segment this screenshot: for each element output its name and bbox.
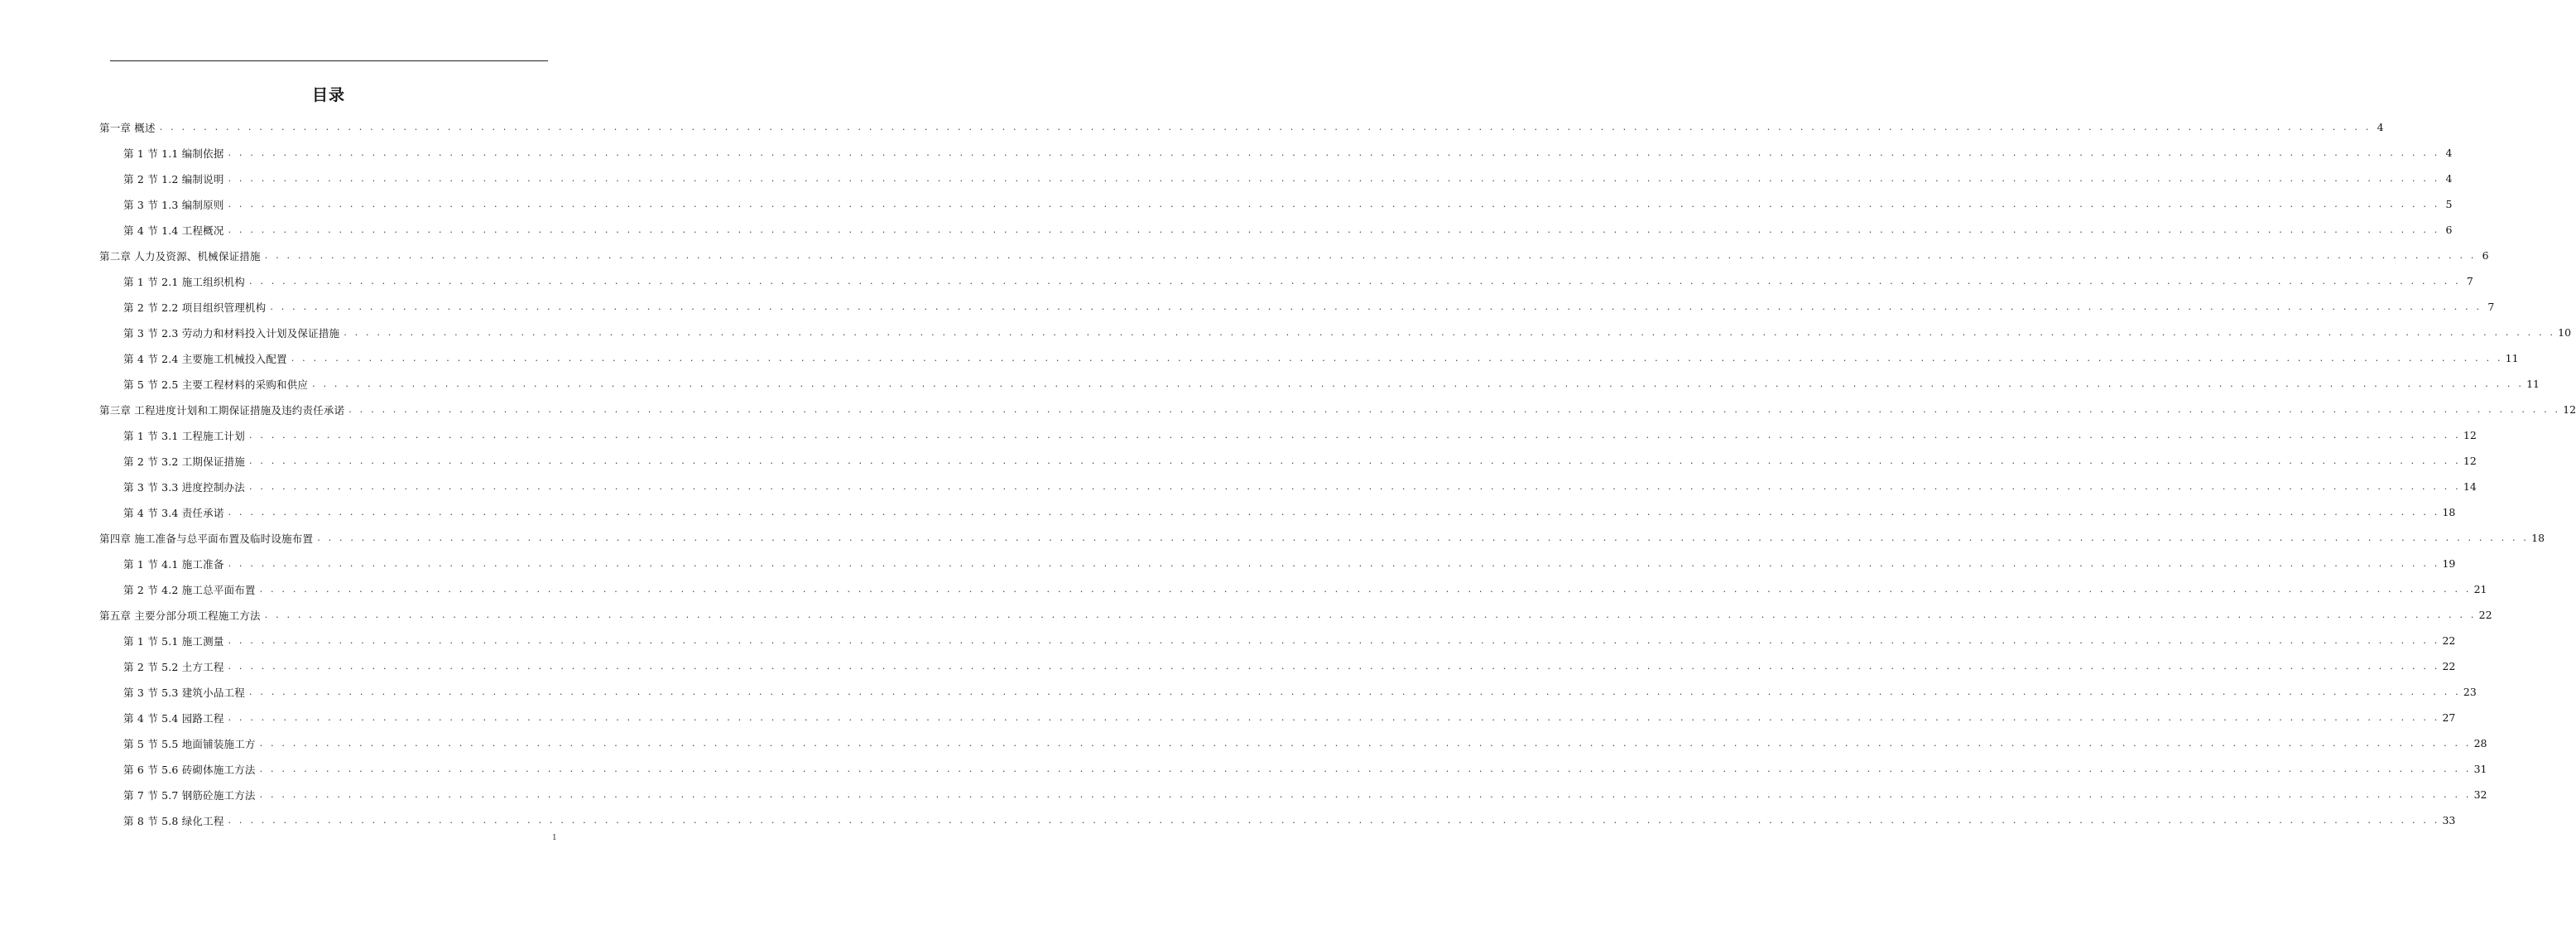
toc-dot-leader: . . . . . . . . . . . . . . . . . . . . . . . . . . . . . . . . . . . . . . . . . . . . . . . . . . . . . . . . . . . . . . . . . . . . . . . . . . . . . . . . . . . . . . . . . . . . . . . . . . . . . . . . . . . . . . . . . . . . . . . . . . . . . . . . . . . . . . . . . . . . . . . . . . . . . . . . . . . . . . . . . . . . . . . . . . . . . . . . . . . . . . . . . . . . . . . . . . . . . . . . [228,199,2440,210]
toc-entry-page-number: 27 [2442,711,2456,724]
toc-entry-title: 第 3 节 3.3 进度控制办法 [123,480,245,494]
toc-entry-title: 第 4 节 5.4 园路工程 [123,711,224,725]
toc-entry-page-number: 14 [2463,480,2477,493]
toc-entry-title: 第 3 节 1.3 编制原则 [123,198,224,211]
toc-section-entry[interactable] [0,807,2456,833]
toc-section-entry[interactable] [0,730,2487,756]
toc-section-entry[interactable] [0,653,2456,679]
toc-dot-leader: . . . . . . . . . . . . . . . . . . . . . . . . . . . . . . . . . . . . . . . . . . . . . . . . . . . . . . . . . . . . . . . . . . . . . . . . . . . . . . . . . . . . . . . . . . . . . . . . . . . . . . . . . . . . . . . . . . . . . . . . . . . . . . . . . . . . . . . . . . . . . . . . . . . . . . . . . . . . . . . . . . . . . . . . . . . . . . . . . . . . . . . . . . . . . . . . . . . . . . . . [348,404,2561,415]
toc-dot-leader: . . . . . . . . . . . . . . . . . . . . . . . . . . . . . . . . . . . . . . . . . . . . . . . . . . . . . . . . . . . . . . . . . . . . . . . . . . . . . . . . . . . . . . . . . . . . . . . . . . . . . . . . . . . . . . . . . . . . . . . . . . . . . . . . . . . . . . . . . . . . . . . . . . . . . . . . . . . . . . . . . . . . . . . . . . . . . . . . . . . . . . . . . . . . . . . . . . . . . . . . [291,353,2503,364]
toc-entry-title: 第 4 节 1.4 工程概况 [123,224,224,237]
header-rule [110,60,548,61]
toc-entry-title: 第五章 主要分部分项工程施工方法 [99,609,261,622]
toc-section-entry[interactable] [0,474,2477,499]
toc-section-entry[interactable] [0,705,2456,730]
toc-section-entry[interactable] [0,371,2540,397]
toc-entry-page-number: 7 [2487,301,2495,313]
toc-dot-leader: . . . . . . . . . . . . . . . . . . . . . . . . . . . . . . . . . . . . . . . . . . . . . . . . . . . . . . . . . . . . . . . . . . . . . . . . . . . . . . . . . . . . . . . . . . . . . . . . . . . . . . . . . . . . . . . . . . . . . . . . . . . . . . . . . . . . . . . . . . . . . . . . . . . . . . . . . . . . . . . . . . . . . . . . . . . . . . . . . . . . . . . . . . . . . . . . . . . . . . . . [248,481,2461,492]
toc-chapter-entry[interactable] [0,602,2492,628]
toc-entry-title: 第 8 节 5.8 绿化工程 [123,814,224,827]
toc-dot-leader: . . . . . . . . . . . . . . . . . . . . . . . . . . . . . . . . . . . . . . . . . . . . . . . . . . . . . . . . . . . . . . . . . . . . . . . . . . . . . . . . . . . . . . . . . . . . . . . . . . . . . . . . . . . . . . . . . . . . . . . . . . . . . . . . . . . . . . . . . . . . . . . . . . . . . . . . . . . . . . . . . . . . . . . . . . . . . . . . . . . . . . . . . . . . . . . . . . . . . . . . [264,610,2477,620]
toc-entry-page-number: 28 [2473,737,2487,749]
toc-entry-page-number: 6 [2482,249,2489,262]
toc-entry-page-number: 18 [2442,506,2456,518]
toc-entry-page-number: 22 [2478,609,2492,621]
page-number: 1 [552,834,557,842]
toc-dot-leader: . . . . . . . . . . . . . . . . . . . . . . . . . . . . . . . . . . . . . . . . . . . . . . . . . . . . . . . . . . . . . . . . . . . . . . . . . . . . . . . . . . . . . . . . . . . . . . . . . . . . . . . . . . . . . . . . . . . . . . . . . . . . . . . . . . . . . . . . . . . . . . . . . . . . . . . . . . . . . . . . . . . . . . . . . . . . . . . . . . . . . . . . . . . . . . . . . . . . . . . . [228,661,2440,672]
toc-entry-title: 第二章 人力及资源、机械保证措施 [99,249,261,263]
toc-section-entry[interactable] [0,294,2495,320]
toc-section-entry[interactable] [0,217,2453,243]
toc-dot-leader: . . . . . . . . . . . . . . . . . . . . . . . . . . . . . . . . . . . . . . . . . . . . . . . . . . . . . . . . . . . . . . . . . . . . . . . . . . . . . . . . . . . . . . . . . . . . . . . . . . . . . . . . . . . . . . . . . . . . . . . . . . . . . . . . . . . . . . . . . . . . . . . . . . . . . . . . . . . . . . . . . . . . . . . . . . . . . . . . . . . . . . . . . . . . . . . . . . . . . . . . [312,378,2525,389]
toc-entry-page-number: 4 [2445,172,2453,185]
toc-entry-title: 第四章 施工准备与总平面布置及临时设施布置 [99,532,314,545]
toc-entry-title: 第 2 节 1.2 编制说明 [123,172,224,186]
toc-entry-title: 第 1 节 4.1 施工准备 [123,557,224,571]
toc-chapter-entry[interactable] [0,525,2545,551]
toc-entry-title: 第 3 节 5.3 建筑小品工程 [123,686,245,699]
toc-entry-page-number: 11 [2505,352,2519,364]
toc-entry-page-number: 18 [2531,532,2545,544]
toc-dot-leader: . . . . . . . . . . . . . . . . . . . . . . . . . . . . . . . . . . . . . . . . . . . . . . . . . . . . . . . . . . . . . . . . . . . . . . . . . . . . . . . . . . . . . . . . . . . . . . . . . . . . . . . . . . . . . . . . . . . . . . . . . . . . . . . . . . . . . . . . . . . . . . . . . . . . . . . . . . . . . . . . . . . . . . . . . . . . . . . . . . . . . . . . . . . . . . . . . . . . . . . . [259,738,2472,749]
toc-entry-page-number: 31 [2473,763,2487,775]
toc-dot-leader: . . . . . . . . . . . . . . . . . . . . . . . . . . . . . . . . . . . . . . . . . . . . . . . . . . . . . . . . . . . . . . . . . . . . . . . . . . . . . . . . . . . . . . . . . . . . . . . . . . . . . . . . . . . . . . . . . . . . . . . . . . . . . . . . . . . . . . . . . . . . . . . . . . . . . . . . . . . . . . . . . . . . . . . . . . . . . . . . . . . . . . . . . . . . . . . . . . . . . . . . [228,173,2440,184]
toc-entry-title: 第 1 节 3.1 工程施工计划 [123,429,245,442]
toc-dot-leader: . . . . . . . . . . . . . . . . . . . . . . . . . . . . . . . . . . . . . . . . . . . . . . . . . . . . . . . . . . . . . . . . . . . . . . . . . . . . . . . . . . . . . . . . . . . . . . . . . . . . . . . . . . . . . . . . . . . . . . . . . . . . . . . . . . . . . . . . . . . . . . . . . . . . . . . . . . . . . . . . . . . . . . . . . . . . . . . . . . . . . . . . . . . . . . . . . . . . . . . . [228,558,2440,569]
toc-dot-leader: . . . . . . . . . . . . . . . . . . . . . . . . . . . . . . . . . . . . . . . . . . . . . . . . . . . . . . . . . . . . . . . . . . . . . . . . . . . . . . . . . . . . . . . . . . . . . . . . . . . . . . . . . . . . . . . . . . . . . . . . . . . . . . . . . . . . . . . . . . . . . . . . . . . . . . . . . . . . . . . . . . . . . . . . . . . . . . . . . . . . . . . . . . . . . . . . . . . . . . . . [264,250,2477,261]
toc-entry-page-number: 12 [2563,403,2576,416]
toc-entry-page-number: 32 [2473,788,2487,801]
toc-dot-leader: . . . . . . . . . . . . . . . . . . . . . . . . . . . . . . . . . . . . . . . . . . . . . . . . . . . . . . . . . . . . . . . . . . . . . . . . . . . . . . . . . . . . . . . . . . . . . . . . . . . . . . . . . . . . . . . . . . . . . . . . . . . . . . . . . . . . . . . . . . . . . . . . . . . . . . . . . . . . . . . . . . . . . . . . . . . . . . . . . . . . . . . . . . . . . . . . . . . . . . . . [248,430,2461,441]
toc-dot-leader: . . . . . . . . . . . . . . . . . . . . . . . . . . . . . . . . . . . . . . . . . . . . . . . . . . . . . . . . . . . . . . . . . . . . . . . . . . . . . . . . . . . . . . . . . . . . . . . . . . . . . . . . . . . . . . . . . . . . . . . . . . . . . . . . . . . . . . . . . . . . . . . . . . . . . . . . . . . . . . . . . . . . . . . . . . . . . . . . . . . . . . . . . . . . . . . . . . . . . . . . [248,687,2461,697]
toc-entry-title: 第 4 节 2.4 主要施工机械投入配置 [123,352,287,365]
toc-dot-leader: . . . . . . . . . . . . . . . . . . . . . . . . . . . . . . . . . . . . . . . . . . . . . . . . . . . . . . . . . . . . . . . . . . . . . . . . . . . . . . . . . . . . . . . . . . . . . . . . . . . . . . . . . . . . . . . . . . . . . . . . . . . . . . . . . . . . . . . . . . . . . . . . . . . . . . . . . . . . . . . . . . . . . . . . . . . . . . . . . . . . . . . . . . . . . . . . . . . . . . . . [228,224,2440,235]
toc-section-entry[interactable] [0,345,2519,371]
toc-entry-page-number: 10 [2558,326,2572,339]
table-of-contents [0,114,2576,833]
toc-entry-title: 第 2 节 4.2 施工总平面布置 [123,583,256,596]
toc-entry-title: 第 7 节 5.7 钢筋砼施工方法 [123,788,256,802]
toc-entry-title: 第 2 节 2.2 项目组织管理机构 [123,301,267,314]
toc-entry-page-number: 11 [2526,378,2540,390]
toc-dot-leader: . . . . . . . . . . . . . . . . . . . . . . . . . . . . . . . . . . . . . . . . . . . . . . . . . . . . . . . . . . . . . . . . . . . . . . . . . . . . . . . . . . . . . . . . . . . . . . . . . . . . . . . . . . . . . . . . . . . . . . . . . . . . . . . . . . . . . . . . . . . . . . . . . . . . . . . . . . . . . . . . . . . . . . . . . . . . . . . . . . . . . . . . . . . . . . . . . . . . . . . . [228,712,2440,723]
toc-dot-leader: . . . . . . . . . . . . . . . . . . . . . . . . . . . . . . . . . . . . . . . . . . . . . . . . . . . . . . . . . . . . . . . . . . . . . . . . . . . . . . . . . . . . . . . . . . . . . . . . . . . . . . . . . . . . . . . . . . . . . . . . . . . . . . . . . . . . . . . . . . . . . . . . . . . . . . . . . . . . . . . . . . . . . . . . . . . . . . . . . . . . . . . . . . . . . . . . . . . . . . . . [259,764,2472,774]
toc-entry-title: 第 2 节 5.2 土方工程 [123,660,224,673]
toc-section-entry[interactable] [0,166,2453,191]
toc-entry-title: 第 1 节 2.1 施工组织机构 [123,275,245,288]
toc-section-entry[interactable] [0,576,2487,602]
toc-entry-page-number: 21 [2473,583,2487,595]
toc-section-entry[interactable] [0,679,2477,705]
toc-entry-page-number: 33 [2442,814,2456,826]
toc-entry-title: 第 1 节 5.1 施工测量 [123,634,224,648]
toc-section-entry[interactable] [0,268,2473,294]
toc-entry-title: 第三章 工程进度计划和工期保证措施及违约责任承诺 [99,403,345,417]
toc-section-entry[interactable] [0,191,2453,217]
toc-dot-leader: . . . . . . . . . . . . . . . . . . . . . . . . . . . . . . . . . . . . . . . . . . . . . . . . . . . . . . . . . . . . . . . . . . . . . . . . . . . . . . . . . . . . . . . . . . . . . . . . . . . . . . . . . . . . . . . . . . . . . . . . . . . . . . . . . . . . . . . . . . . . . . . . . . . . . . . . . . . . . . . . . . . . . . . . . . . . . . . . . . . . . . . . . . . . . . . . . . . . . . . . [317,532,2530,543]
toc-dot-leader: . . . . . . . . . . . . . . . . . . . . . . . . . . . . . . . . . . . . . . . . . . . . . . . . . . . . . . . . . . . . . . . . . . . . . . . . . . . . . . . . . . . . . . . . . . . . . . . . . . . . . . . . . . . . . . . . . . . . . . . . . . . . . . . . . . . . . . . . . . . . . . . . . . . . . . . . . . . . . . . . . . . . . . . . . . . . . . . . . . . . . . . . . . . . . . . . . . . . . . . . [228,147,2440,158]
toc-section-entry[interactable] [0,422,2477,448]
toc-entry-title: 第 6 节 5.6 砖砌体施工方法 [123,763,256,776]
toc-dot-leader: . . . . . . . . . . . . . . . . . . . . . . . . . . . . . . . . . . . . . . . . . . . . . . . . . . . . . . . . . . . . . . . . . . . . . . . . . . . . . . . . . . . . . . . . . . . . . . . . . . . . . . . . . . . . . . . . . . . . . . . . . . . . . . . . . . . . . . . . . . . . . . . . . . . . . . . . . . . . . . . . . . . . . . . . . . . . . . . . . . . . . . . . . . . . . . . . . . . . . . . . [228,507,2440,518]
toc-chapter-entry[interactable] [0,397,2576,422]
toc-entry-page-number: 7 [2466,275,2473,287]
toc-dot-leader: . . . . . . . . . . . . . . . . . . . . . . . . . . . . . . . . . . . . . . . . . . . . . . . . . . . . . . . . . . . . . . . . . . . . . . . . . . . . . . . . . . . . . . . . . . . . . . . . . . . . . . . . . . . . . . . . . . . . . . . . . . . . . . . . . . . . . . . . . . . . . . . . . . . . . . . . . . . . . . . . . . . . . . . . . . . . . . . . . . . . . . . . . . . . . . . . . . . . . . . . [259,789,2472,800]
toc-dot-leader: . . . . . . . . . . . . . . . . . . . . . . . . . . . . . . . . . . . . . . . . . . . . . . . . . . . . . . . . . . . . . . . . . . . . . . . . . . . . . . . . . . . . . . . . . . . . . . . . . . . . . . . . . . . . . . . . . . . . . . . . . . . . . . . . . . . . . . . . . . . . . . . . . . . . . . . . . . . . . . . . . . . . . . . . . . . . . . . . . . . . . . . . . . . . . . . . . . . . . . . . [344,327,2556,338]
toc-entry-page-number: 6 [2445,224,2453,236]
toc-dot-leader: . . . . . . . . . . . . . . . . . . . . . . . . . . . . . . . . . . . . . . . . . . . . . . . . . . . . . . . . . . . . . . . . . . . . . . . . . . . . . . . . . . . . . . . . . . . . . . . . . . . . . . . . . . . . . . . . . . . . . . . . . . . . . . . . . . . . . . . . . . . . . . . . . . . . . . . . . . . . . . . . . . . . . . . . . . . . . . . . . . . . . . . . . . . . . . . . . . . . . . . . [270,301,2482,312]
toc-entry-page-number: 22 [2442,660,2456,672]
toc-section-entry[interactable] [0,499,2456,525]
toc-dot-leader: . . . . . . . . . . . . . . . . . . . . . . . . . . . . . . . . . . . . . . . . . . . . . . . . . . . . . . . . . . . . . . . . . . . . . . . . . . . . . . . . . . . . . . . . . . . . . . . . . . . . . . . . . . . . . . . . . . . . . . . . . . . . . . . . . . . . . . . . . . . . . . . . . . . . . . . . . . . . . . . . . . . . . . . . . . . . . . . . . . . . . . . . . . . . . . . . . . . . . . . . [248,455,2461,466]
toc-section-entry[interactable] [0,140,2453,166]
toc-entry-page-number: 12 [2463,455,2477,467]
toc-dot-leader: . . . . . . . . . . . . . . . . . . . . . . . . . . . . . . . . . . . . . . . . . . . . . . . . . . . . . . . . . . . . . . . . . . . . . . . . . . . . . . . . . . . . . . . . . . . . . . . . . . . . . . . . . . . . . . . . . . . . . . . . . . . . . . . . . . . . . . . . . . . . . . . . . . . . . . . . . . . . . . . . . . . . . . . . . . . . . . . . . . . . . . . . . . . . . . . . . . . . . . . . [228,815,2440,826]
toc-dot-leader: . . . . . . . . . . . . . . . . . . . . . . . . . . . . . . . . . . . . . . . . . . . . . . . . . . . . . . . . . . . . . . . . . . . . . . . . . . . . . . . . . . . . . . . . . . . . . . . . . . . . . . . . . . . . . . . . . . . . . . . . . . . . . . . . . . . . . . . . . . . . . . . . . . . . . . . . . . . . . . . . . . . . . . . . . . . . . . . . . . . . . . . . . . . . . . . . . . . . . . . . [228,635,2440,646]
toc-entry-page-number: 4 [2377,121,2384,133]
toc-entry-page-number: 22 [2442,634,2456,647]
toc-entry-title: 第一章 概述 [99,121,156,134]
toc-section-entry[interactable] [0,320,2572,345]
toc-entry-page-number: 4 [2445,147,2453,159]
toc-entry-title: 第 5 节 2.5 主要工程材料的采购和供应 [123,378,309,391]
toc-entry-title: 第 1 节 1.1 编制依据 [123,147,224,160]
toc-chapter-entry[interactable] [0,114,2384,140]
toc-entry-title: 第 5 节 5.5 地面铺装施工方 [123,737,256,750]
toc-entry-page-number: 23 [2463,686,2477,698]
toc-section-entry[interactable] [0,756,2487,782]
toc-entry-page-number: 12 [2463,429,2477,441]
toc-entry-title: 第 4 节 3.4 责任承诺 [123,506,224,519]
toc-chapter-entry[interactable] [0,243,2489,268]
toc-title: 目录 [311,86,345,104]
toc-section-entry[interactable] [0,551,2456,576]
toc-dot-leader: . . . . . . . . . . . . . . . . . . . . . . . . . . . . . . . . . . . . . . . . . . . . . . . . . . . . . . . . . . . . . . . . . . . . . . . . . . . . . . . . . . . . . . . . . . . . . . . . . . . . . . . . . . . . . . . . . . . . . . . . . . . . . . . . . . . . . . . . . . . . . . . . . . . . . . . . . . . . . . . . . . . . . . . . . . . . . . . . . . . . . . . . . . . . . . . . . . . . . . . . [259,584,2472,595]
toc-entry-page-number: 19 [2442,557,2456,570]
toc-entry-title: 第 3 节 2.3 劳动力和材料投入计划及保证措施 [123,326,340,340]
toc-dot-leader: . . . . . . . . . . . . . . . . . . . . . . . . . . . . . . . . . . . . . . . . . . . . . . . . . . . . . . . . . . . . . . . . . . . . . . . . . . . . . . . . . . . . . . . . . . . . . . . . . . . . . . . . . . . . . . . . . . . . . . . . . . . . . . . . . . . . . . . . . . . . . . . . . . . . . . . . . . . . . . . . . . . . . . . . . . . . . . . . . . . . . . . . . . . . . . . . . . . . . . . . [248,276,2461,287]
toc-section-entry[interactable] [0,782,2487,807]
toc-dot-leader: . . . . . . . . . . . . . . . . . . . . . . . . . . . . . . . . . . . . . . . . . . . . . . . . . . . . . . . . . . . . . . . . . . . . . . . . . . . . . . . . . . . . . . . . . . . . . . . . . . . . . . . . . . . . . . . . . . . . . . . . . . . . . . . . . . . . . . . . . . . . . . . . . . . . . . . . . . . . . . . . . . . . . . . . . . . . . . . . . . . . . . . . . . . . . . . . . . . . . . . . [159,122,2372,133]
toc-entry-title: 第 2 节 3.2 工期保证措施 [123,455,245,468]
toc-section-entry[interactable] [0,628,2456,653]
toc-entry-page-number: 5 [2445,198,2453,210]
toc-section-entry[interactable] [0,448,2477,474]
